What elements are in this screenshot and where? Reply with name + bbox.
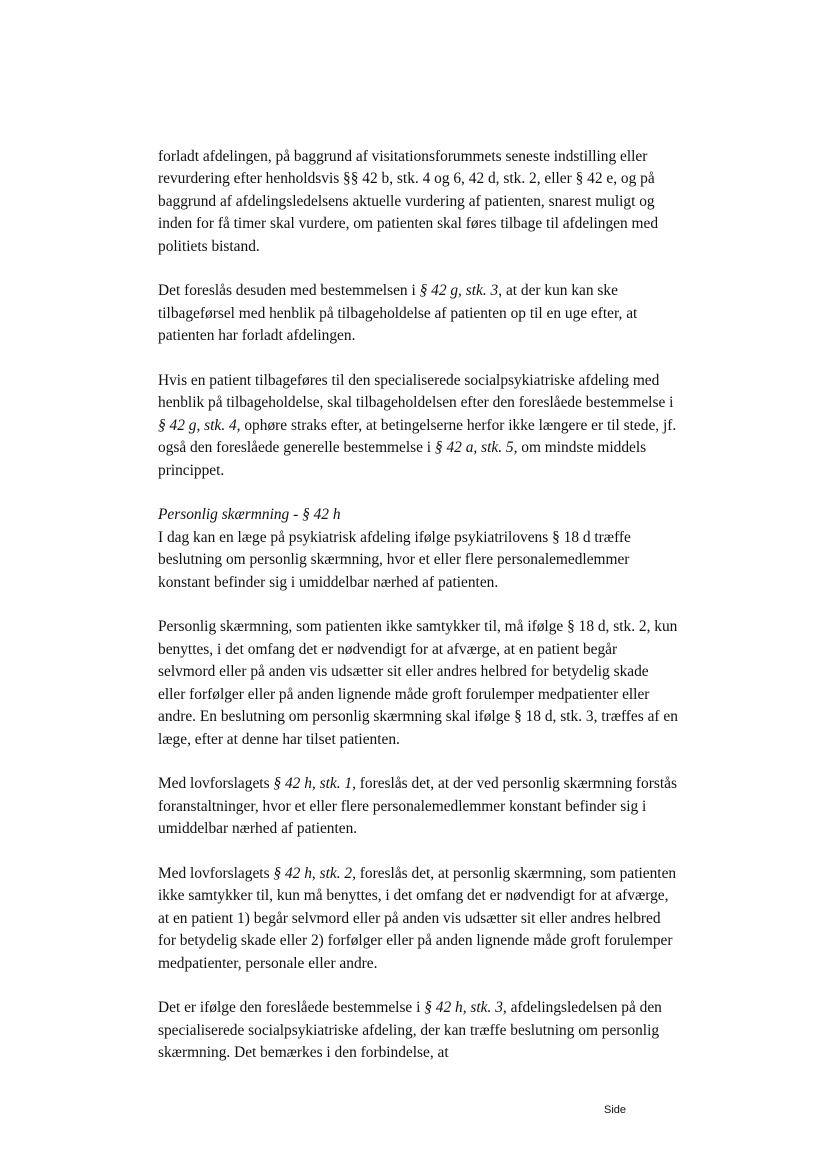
paragraph-text: foreslås det, at personlig skærmning, som patienten ikke samtykker til, kun må benyttes, i det omfang det er nødvendigt for at afværge, at en patient 1) begår selvmord eller på anden vis udsætter sit eller andres helbred for betydelig skade eller 2) forfølger eller på anden lignende måde groft forulemper medpatienter, personale eller andre. <box>158 864 677 972</box>
paragraph <box>158 146 678 258</box>
paragraph-text: Personlig skærmning, som patienten ikke samtykker til, må ifølge § 18 d, stk. 2, kun benyttes, i det omfang det er nødvendigt for at afværge, at en patient begår selvmord eller på anden vis udsætter sit eller andres helbred for betydelig skade eller forfølger eller på anden lignende måde groft forulemper medpatienter eller andre. En beslutning om personlig skærmning skal ifølge § 18 d, stk. 3, træffes af en læge, efter at denne har tilset patienten. <box>158 618 678 748</box>
paragraph-text: Hvis en patient tilbageføres til den specialiserede socialpsykiatriske afdeling med henblik på tilbageholdelse, skal tilbageholdelsen efter den foreslåede bestemmelse i <box>158 372 674 412</box>
paragraph-text: afdelingsledelsen på den specialiserede socialpsykiatriske afdeling, der kan træffe beslutning om personlig skærmning. Det bemærkes i den forbindelse, at <box>158 999 662 1062</box>
section-paragraphs <box>158 527 678 1065</box>
document-body <box>158 146 678 1087</box>
intro-paragraphs <box>158 146 678 482</box>
section-heading: Personlig skærmning - § 42 h <box>158 506 341 524</box>
paragraph-text: I dag kan en læge på psykiatrisk afdeling ifølge psykiatrilovens § 18 d træffe beslutning om personlig skærmning, hvor et eller flere personalemedlemmer konstant befinder sig i umiddelbar nærhed af patienten. <box>158 528 631 591</box>
legal-reference: § 42 h, stk. 3, <box>424 999 507 1017</box>
paragraph <box>158 616 678 750</box>
paragraph <box>158 280 678 347</box>
paragraph-text: forladt afdelingen, på baggrund af visitationsforummets seneste indstilling eller revurdering efter henholdsvis §§ 42 b, stk. 4 og 6, 42 d, stk. 2, eller § 42 e, og på baggrund af afdelingsledelsens aktuelle vurdering af patienten, snarest muligt og inden for få timer skal vurdere, om patienten skal føres tilbage til afdelingen med politiets bistand. <box>158 148 659 255</box>
paragraph-text: ophøre straks efter, at betingelserne herfor ikke længere er til stede, jf. også den foreslåede generelle bestemmelse i <box>158 416 677 457</box>
legal-reference: § 42 h, stk. 2, <box>273 864 356 882</box>
paragraph <box>158 997 678 1064</box>
page-footer-side-label: Side <box>604 1104 627 1116</box>
paragraph <box>158 527 678 594</box>
paragraph-text: Med lovforslagets <box>158 864 274 882</box>
paragraph-text: foreslås det, at der ved personlig skærmning forstås foranstaltninger, hvor et eller flere personalemedlemmer konstant befinder sig i umiddelbar nærhed af patienten. <box>158 775 677 838</box>
legal-reference: § 42 g, stk. 4, <box>158 416 241 434</box>
legal-reference: § 42 g, stk. 3 <box>419 282 499 300</box>
legal-reference: § 42 a, stk. 5, <box>434 439 518 457</box>
paragraph-text: Det er ifølge den foreslåede bestemmelse i <box>158 999 425 1017</box>
paragraph-text: , at der kun kan ske tilbageførsel med henblik på tilbageholdelse af patienten op til en uge efter, at patienten har forladt afdelingen. <box>158 282 638 345</box>
paragraph-text: Det foreslås desuden med bestemmelsen i <box>158 282 420 300</box>
paragraph <box>158 773 678 840</box>
legal-reference: § 42 h, stk. 1, <box>273 775 356 793</box>
paragraph-text: om mindste middels princippet. <box>158 439 647 479</box>
paragraph <box>158 863 678 975</box>
paragraph-text: Med lovforslagets <box>158 775 274 793</box>
paragraph <box>158 370 678 482</box>
